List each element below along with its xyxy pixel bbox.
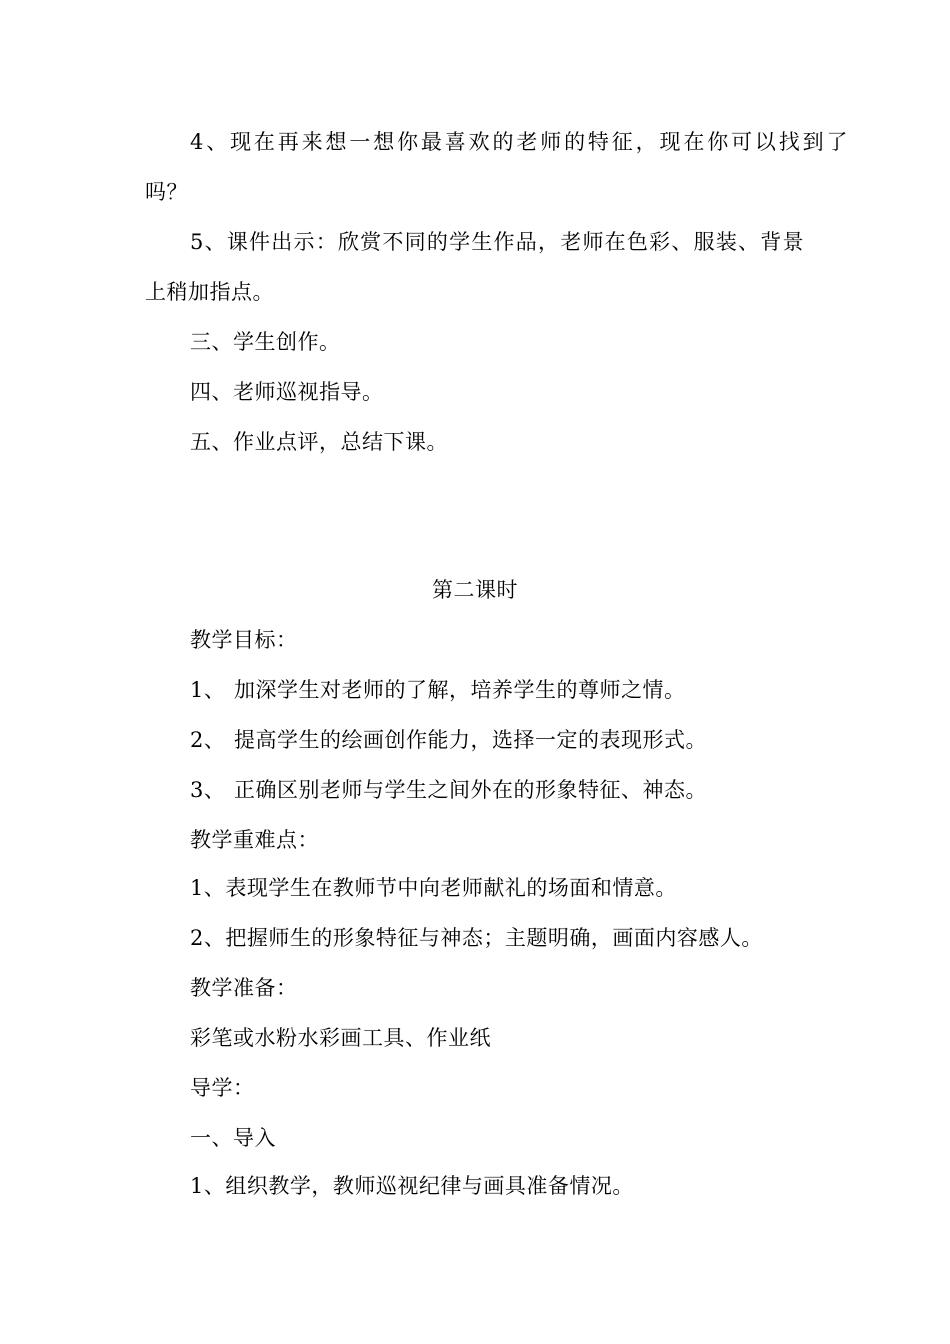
section-title: 第二课时 <box>432 578 518 602</box>
preparation-heading: 教学准备： <box>190 976 298 1000</box>
key-points-heading: 教学重难点： <box>190 828 319 852</box>
paragraph-4-line-2: 吗？ <box>145 180 188 204</box>
goal-number: 2、 <box>190 728 226 752</box>
preparation-text: 彩笔或水粉水彩画工具、作业纸 <box>190 1026 491 1050</box>
key-point-item: 2、把握师生的形象特征与神态；主题明确，画面内容感人。 <box>190 926 763 950</box>
paragraph-5-line-2: 上稍加指点。 <box>145 280 274 304</box>
guide-item: 1、组织教学，教师巡视纪律与画具准备情况。 <box>190 1174 634 1198</box>
goal-number: 3、 <box>190 778 226 802</box>
key-point-item: 1、表现学生在教师节中向老师献礼的场面和情意。 <box>190 876 677 900</box>
paragraph-4-line-1: 4、现在再来想一想你最喜欢的老师的特征，现在你可以找到了 <box>190 130 848 154</box>
goal-item <box>190 726 707 754</box>
goal-text: 正确区别老师与学生之间外在的形象特征、神态。 <box>234 778 707 802</box>
goal-number: 1、 <box>190 678 226 702</box>
step-three: 三、学生创作。 <box>190 330 341 354</box>
goal-item <box>190 776 707 804</box>
step-four: 四、老师巡视指导。 <box>190 380 384 404</box>
goal-text: 加深学生对老师的了解，培养学生的尊师之情。 <box>234 678 686 702</box>
guide-heading: 导学： <box>190 1076 255 1100</box>
goals-heading: 教学目标： <box>190 628 298 652</box>
goal-item <box>190 676 686 704</box>
paragraph-5-line-1: 5、课件出示：欣赏不同的学生作品，老师在色彩、服装、背景 <box>190 230 804 254</box>
step-five: 五、作业点评，总结下课。 <box>190 430 448 454</box>
goal-text: 提高学生的绘画创作能力，选择一定的表现形式。 <box>234 728 707 752</box>
guide-intro: 一、导入 <box>190 1126 276 1150</box>
